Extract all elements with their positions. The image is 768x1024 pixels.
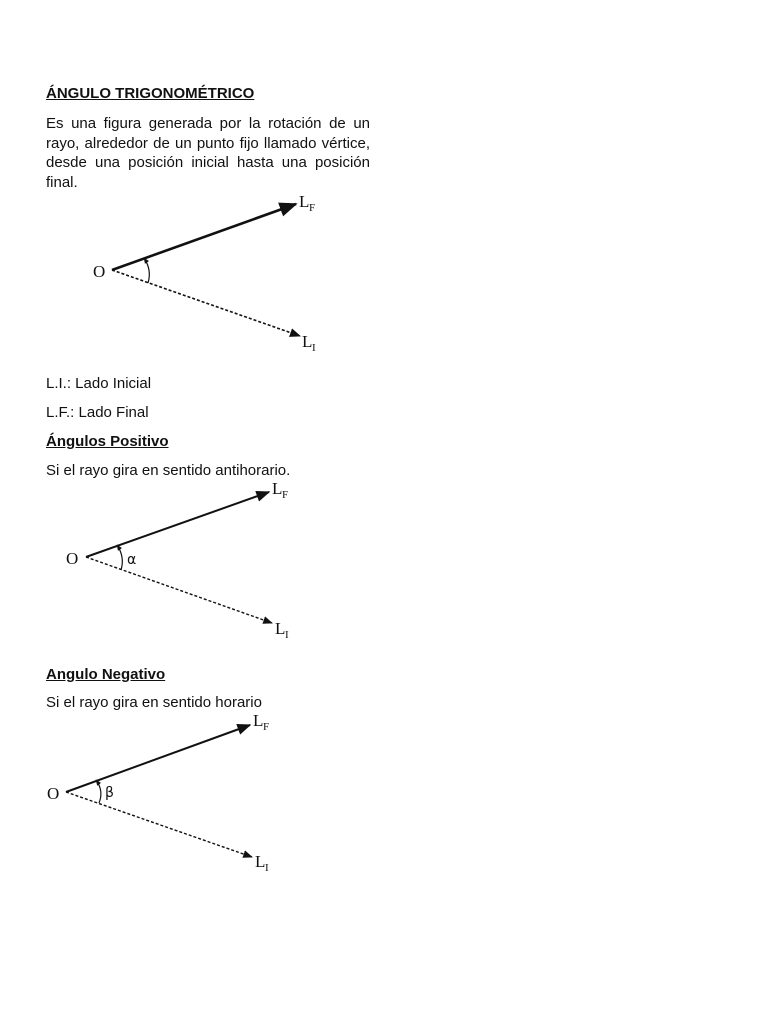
positive-angle-heading: Ángulos Positivo [46,433,169,450]
final-side-ray [66,725,250,792]
negative-angle-heading: Angulo Negativo [46,666,166,683]
initial-side-label: L [275,619,286,638]
definition-paragraph: Es una figura generada por la rotación de un rayo, alrededor de un punto fijo llamado vértice, desde una posición inicial hasta una posición final. [46,115,370,191]
rotation-arc [96,780,101,803]
legend-initial-side: L.I.: Lado Inicial [46,375,152,392]
beta-angle-symbol: β [105,785,114,801]
initial-side-label: L [302,332,313,351]
alpha-angle-symbol: α [127,552,137,568]
legend-final-side: L.F.: Lado Final [46,404,149,421]
final-side-label: L [299,192,310,211]
initial-side-subscript: I [265,862,269,874]
vertex-label: O [93,262,106,281]
final-side-label: L [272,479,283,498]
final-side-subscript: F [309,202,316,214]
final-side-subscript: F [263,721,270,733]
vertex-label: O [66,549,79,568]
initial-side-subscript: I [312,342,316,354]
final-side-label: L [253,711,264,730]
positive-angle-description: Si el rayo gira en sentido antihorario. [46,462,291,479]
initial-side-subscript: I [285,629,289,641]
page-title: ÁNGULO TRIGONOMÉTRICO [46,85,255,102]
initial-side-ray [66,792,252,857]
negative-angle-description: Si el rayo gira en sentido horario [46,694,262,711]
vertex-label: O [47,784,60,803]
final-side-subscript: F [282,489,289,501]
initial-side-label: L [255,852,266,871]
